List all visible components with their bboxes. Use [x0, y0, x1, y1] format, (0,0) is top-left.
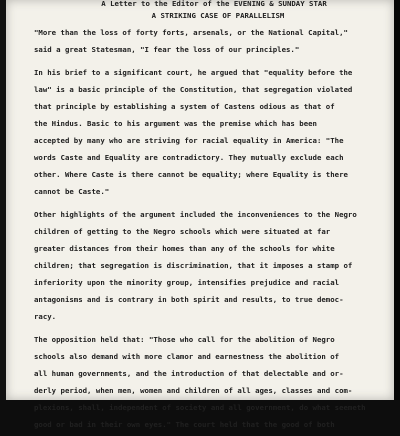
- text-line: racy.: [34, 312, 57, 321]
- text-line: schools also demand with more clamor and earnestness the abolition of: [34, 352, 340, 361]
- text-line: that principle by establishing a system of Castens odious as that of: [34, 102, 335, 111]
- text-line: children; that segregation is discrimination, that it imposes a stamp of: [34, 261, 353, 270]
- text-line: cannot be Caste.": [34, 187, 110, 196]
- text-line: children of getting to the Negro schools which were situated at far: [34, 227, 331, 236]
- text-line: In his brief to a significant court, he argued that "equality before the: [34, 68, 353, 77]
- text-line: the Hindus. Basic to his argument was the premise which has been: [34, 119, 317, 128]
- letter-title: A STRIKING CASE OF PARALLELISM: [151, 11, 285, 20]
- paragraph-1: [34, 27, 386, 55]
- text-line: inferiority upon the minority group, intensifies prejudice and racial: [34, 278, 340, 287]
- text-line: The opposition held that: "Those who call for the abolition of Negro: [34, 335, 335, 344]
- paragraph-4: [34, 334, 386, 430]
- text-line: greater distances from their homes than any of the schools for white: [34, 244, 335, 253]
- text-line: plexions, shall, independent of society and all government, do what seemeth: [34, 403, 366, 412]
- text-line: other. Where Caste is there cannot be equality; where Equality is there: [34, 170, 348, 179]
- paragraph-2: [34, 67, 386, 197]
- text-line: antagonisms and is contrary in both spirit and results, to true democ-: [34, 295, 344, 304]
- text-line: accepted by many who are striving for racial equality in America: "The: [34, 136, 344, 145]
- text-line: words Caste and Equality are contradictory. They mutually exclude each: [34, 153, 344, 162]
- text-line: "More than the loss of forty forts, arsenals, or the National Capital,": [34, 28, 348, 37]
- text-line: derly period, when men, women and children of all ages, classes and com-: [34, 386, 353, 395]
- letter-header: A Letter to the Editor of the EVENING & SUNDAY STAR: [101, 0, 327, 8]
- text-line: all human governments, and the introduction of that delectable and or-: [34, 369, 344, 378]
- scan-border-right: [394, 0, 400, 400]
- text-line: Other highlights of the argument included the inconveniences to the Negro: [34, 210, 357, 219]
- text-line: law" is a basic principle of the Constitution, that segregation violated: [34, 85, 353, 94]
- typed-letter-page: [6, 0, 394, 429]
- text-line: said a great Statesman, "I fear the loss of our principles.": [34, 45, 300, 54]
- text-line: good or bad in their own eyes." The court held that the good of both: [34, 420, 335, 429]
- paragraph-3: [34, 209, 386, 322]
- letter-body: [34, 0, 386, 436]
